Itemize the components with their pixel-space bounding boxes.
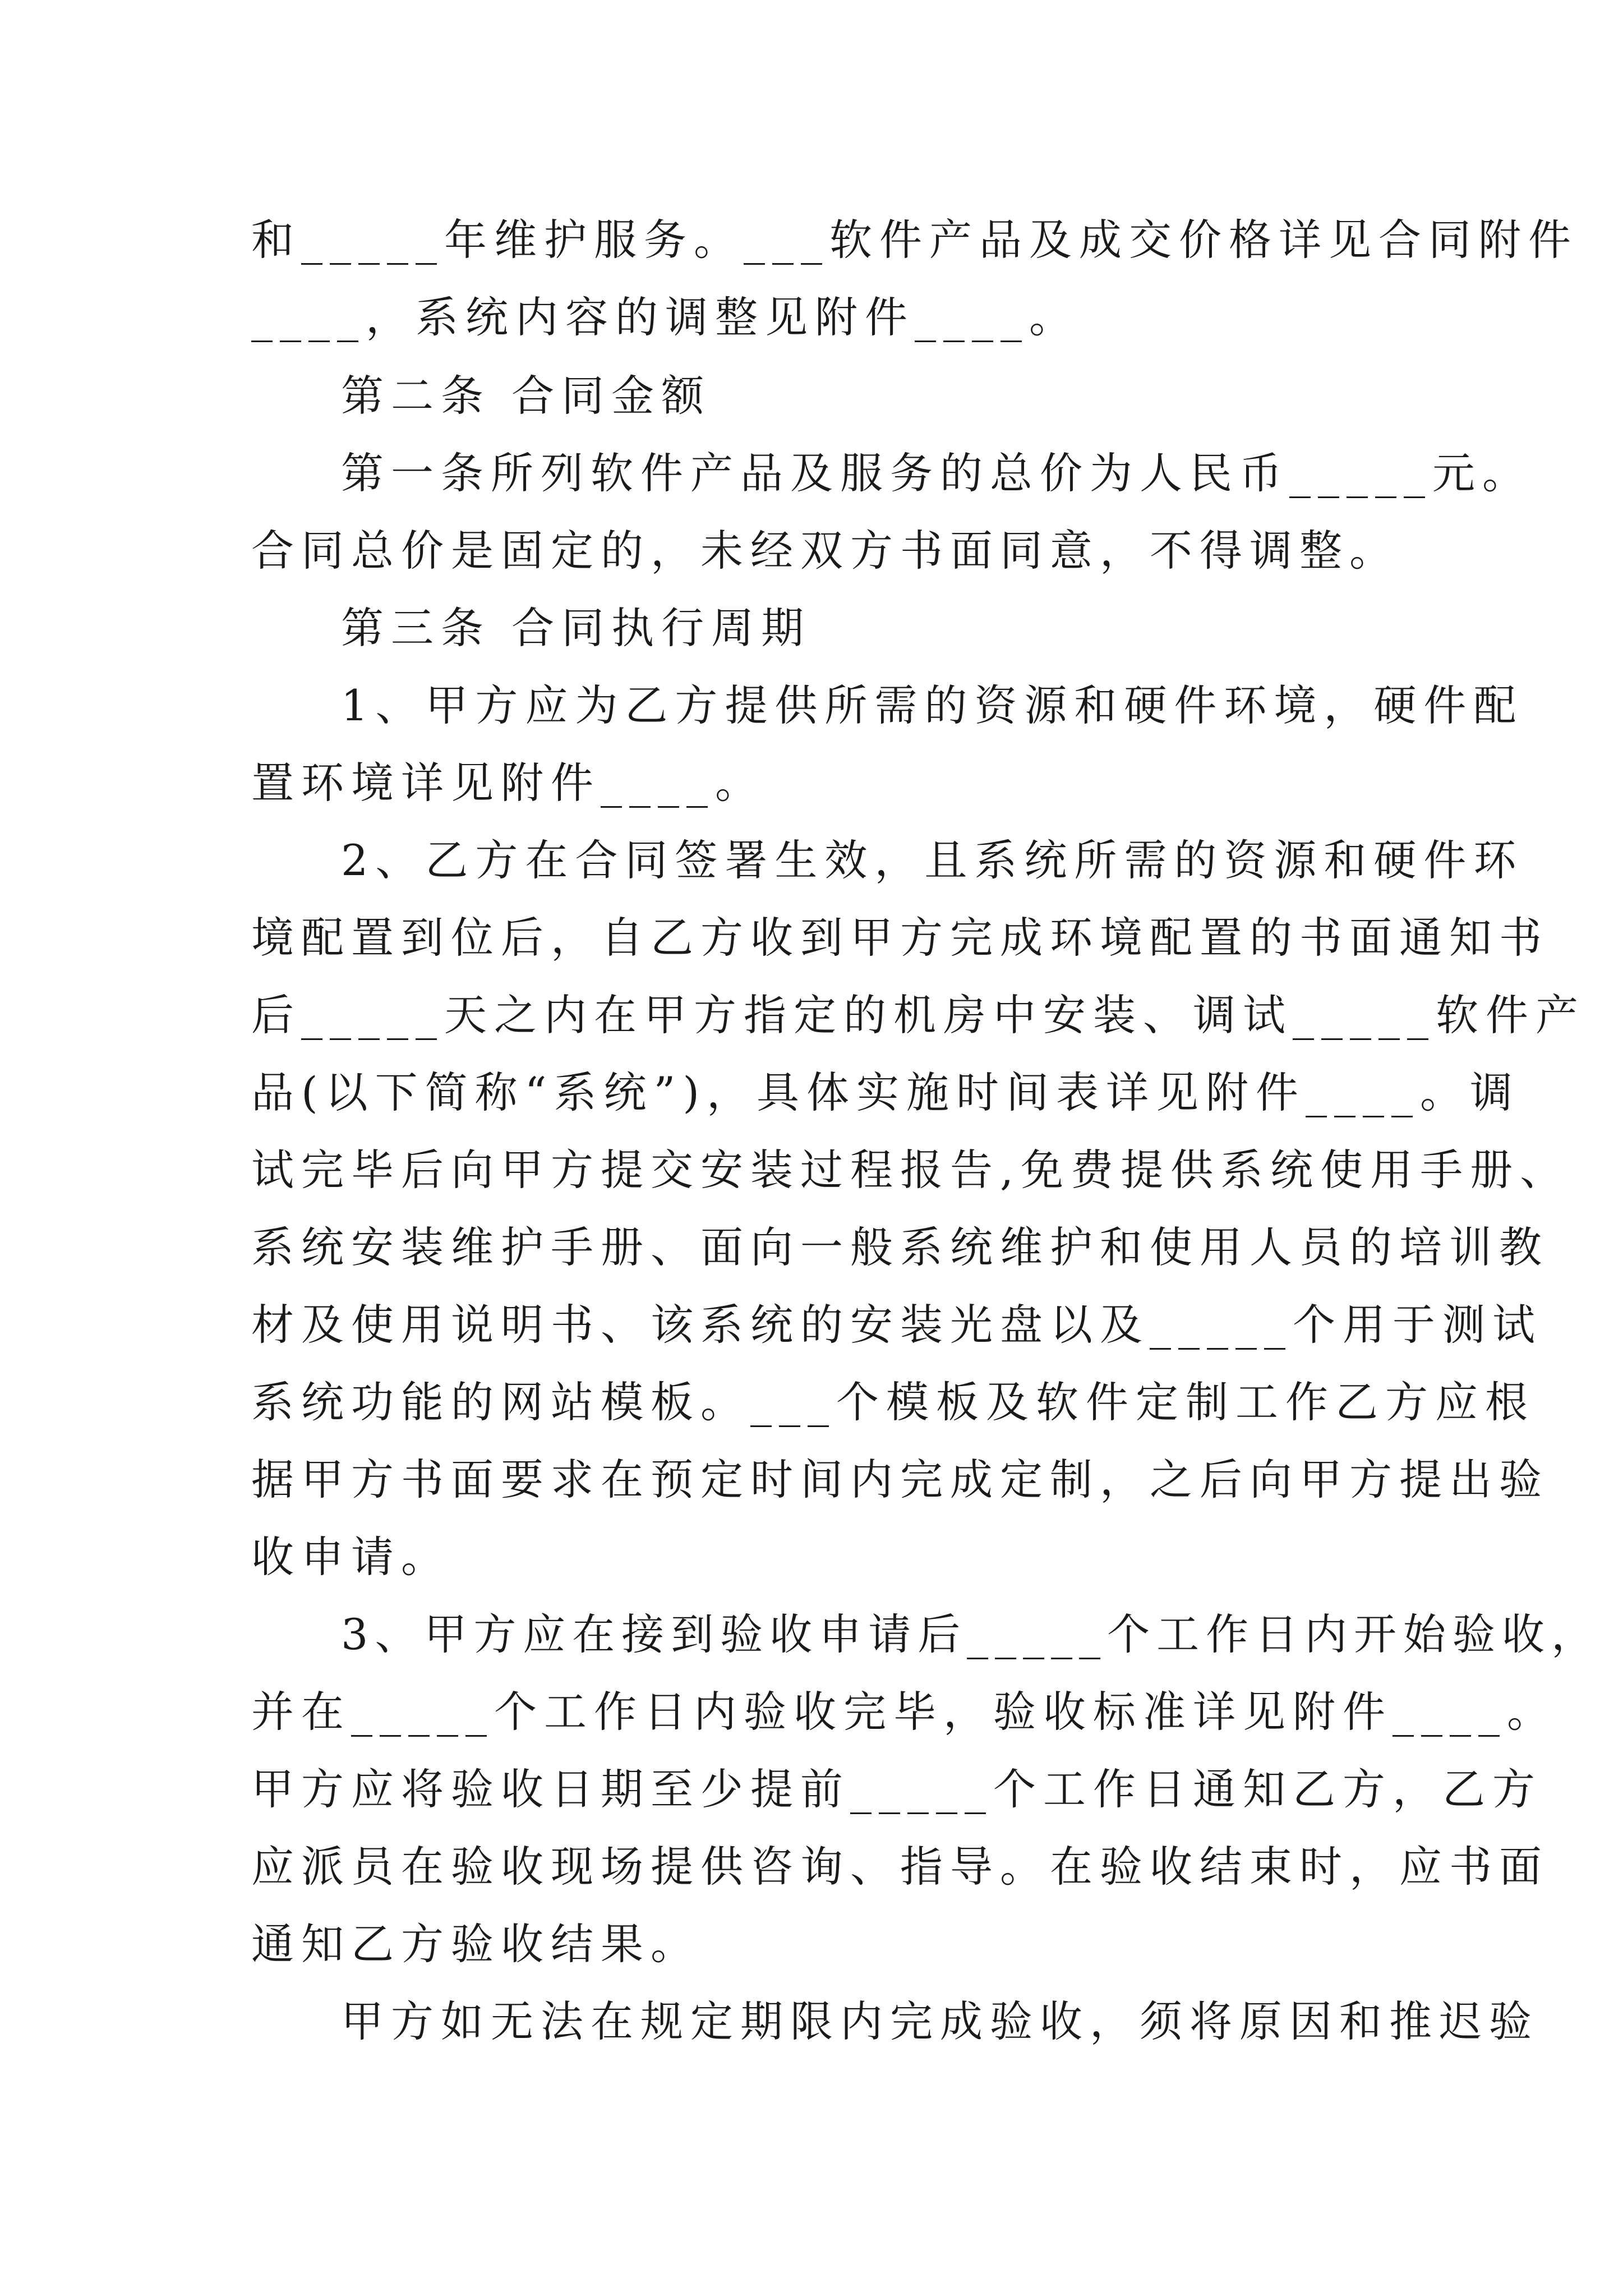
text-line: 甲方如无法在规定期限内完成验收，须将原因和推迟验 [341,1996,1539,2046]
text-line: 并在_____个工作日内验收完毕，验收标准详见附件____。 [251,1687,1557,1737]
text-line: 合同总价是固定的，未经双方书面同意，不得调整。 [251,526,1399,576]
text-line: 境配置到位后，自乙方收到甲方完成环境配置的书面通知书 [251,913,1549,963]
text-line: 第一条所列软件产品及服务的总价为人民币_____元。 [341,448,1532,498]
text-line: 应派员在验收现场提供咨询、指导。在验收结束时，应书面 [251,1842,1549,1892]
text-line: 试完毕后向甲方提交安装过程报告,免费提供系统使用手册、 [251,1145,1570,1195]
text-line: ____，系统内容的调整见附件____。 [251,292,1079,342]
text-line: 材及使用说明书、该系统的安装光盘以及_____个用于测试 [251,1300,1542,1350]
section-heading: 第三条 合同执行周期 [341,603,811,653]
text-line: 和_____年维护服务。___软件产品及成交价格详见合同附件 [251,215,1578,265]
text-line: 通知乙方验收结果。 [251,1919,700,1969]
text-line: 2、乙方在合同签署生效，且系统所需的资源和硬件环 [341,835,1524,885]
text-line: 后_____天之内在甲方指定的机房中安装、调试_____软件产 [251,990,1585,1040]
text-line: 3、甲方应在接到验收申请后_____个工作日内开始验收， [341,1609,1601,1659]
text-line: 置环境详见附件____。 [251,758,765,808]
text-line: 据甲方书面要求在预定时间内完成定制，之后向甲方提出验 [251,1455,1549,1504]
text-line: 品(以下简称“系统”)，具体实施时间表详见附件____。调 [251,1068,1520,1117]
text-line: 1、甲方应为乙方提供所需的资源和硬件环境，硬件配 [341,680,1524,730]
text-line: 系统功能的网站模板。___个模板及软件定制工作乙方应根 [251,1377,1535,1427]
section-heading: 第二条 合同金额 [341,371,712,421]
text-line: 收申请。 [251,1532,451,1582]
text-line: 系统安装维护手册、面向一般系统维护和使用人员的培训教 [251,1222,1549,1272]
text-line: 甲方应将验收日期至少提前_____个工作日通知乙方，乙方 [251,1764,1542,1814]
